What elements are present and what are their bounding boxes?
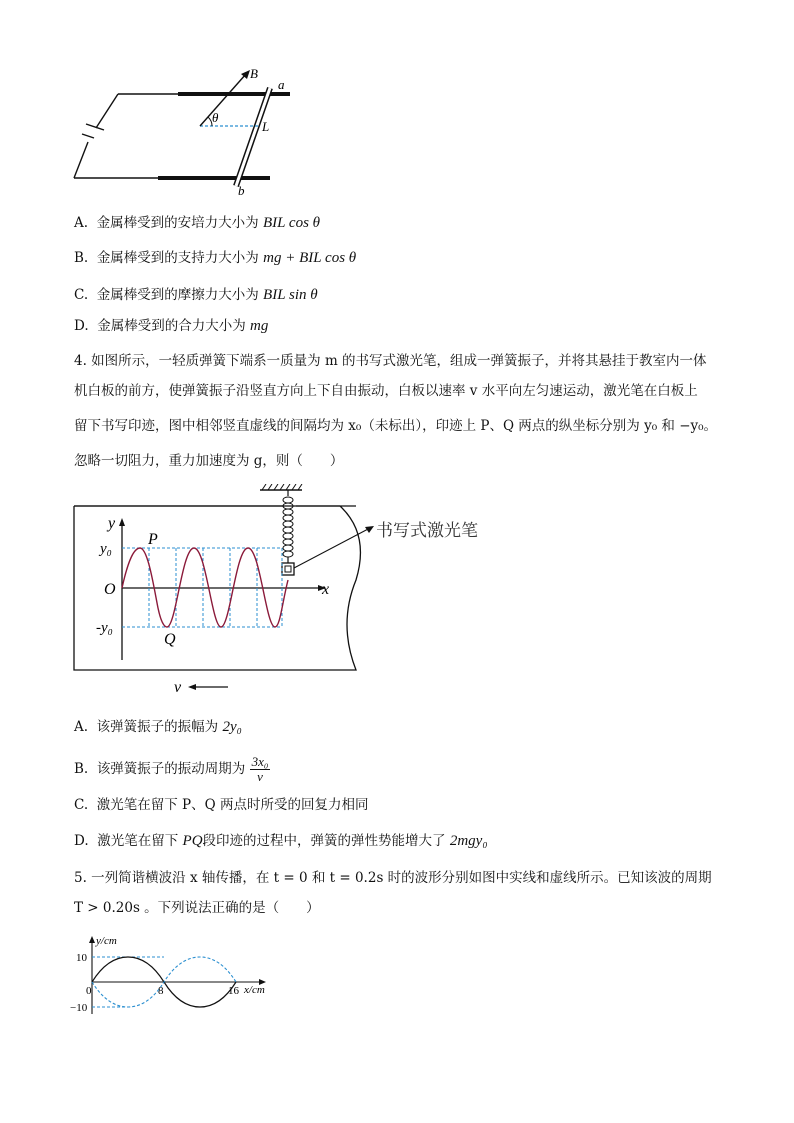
wave-figure [66,930,286,1020]
origin-label: O [104,581,116,598]
tick-8: 8 [158,985,164,997]
label-b: b [238,183,245,198]
q4-option-d: D. 激光笔在留下 PQ段印迹的过程中，弹簧的弹性势能增大了 2mgy₀ [74,833,488,849]
label-B: B [250,66,258,81]
q4-option-b: B. 该弹簧振子的振动周期为 $\frac{\text{3x₀}}{v}$ [74,754,269,784]
q3-option-c: C. 金属棒受到的摩擦力大小为 BIL sin θ [74,287,318,303]
q5-stem-line1: 5. 一列简谐横波沿 x 轴传播，在 t = 0 和 t = 0.2s 时的波形分别如图中实线和虚线所示。已知该波的周期 [74,870,712,886]
wave-y-axis-label: y/cm [96,935,117,947]
label-a: a [278,77,285,92]
tick-16: 16 [228,985,239,997]
q4-stem-line1: 4. 如图所示，一轻质弹簧下端系一质量为 m 的书写式激光笔，组成一弹簧振子，并将其悬挂于教室内一体 [74,353,707,369]
y-axis-label: y [108,515,116,532]
q4-stem-line3: 留下书写印迹，图中相邻竖直虚线的间隔均为 x₀（未标出），印迹上 P、Q 两点的纵坐标分别为 y₀ 和 −y₀。 [74,418,718,434]
q4-option-a: A. 该弹簧振子的振幅为 2y₀ [74,719,242,735]
q4-stem-line2: 机白板的前方，使弹簧振子沿竖直方向上下自由振动，白板以速率 v 水平向左匀速运动，激光笔在白板上 [74,383,698,399]
y0-label: y₀ [100,541,112,557]
tick-neg10: −10 [70,1002,88,1014]
P-label: P [148,531,158,548]
q3-option-a: A. 金属棒受到的安培力大小为 BIL cos θ [74,215,321,231]
neg-y0-label: -y₀ [96,620,113,636]
q3-option-d: D. 金属棒受到的合力大小为 mg [74,318,269,334]
circuit-figure [60,60,310,200]
Q-label: Q [164,631,176,648]
wave-x-axis-label: x/cm [244,984,265,996]
q3-option-b: B. 金属棒受到的支持力大小为 mg + BIL cos θ [74,250,357,266]
label-L: L [262,119,270,134]
q4-stem-line4: 忽略一切阻力，重力加速度为 g，则（ ） [74,453,344,469]
whiteboard-figure [70,484,510,696]
pen-label: 书写式激光笔 [376,521,478,541]
tick-10: 10 [76,952,87,964]
v-label: v [174,679,182,696]
x-axis-label: x [322,581,330,598]
q4-option-c: C. 激光笔在留下 P、Q 两点时所受的回复力相同 [74,797,369,813]
period-fraction: $\frac{\text{3x₀}}{v}$ [251,754,269,784]
label-theta: θ [212,110,219,125]
tick-0: 0 [86,985,92,997]
q5-stem-line2: T > 0.20s 。下列说法正确的是（ ） [74,900,320,916]
